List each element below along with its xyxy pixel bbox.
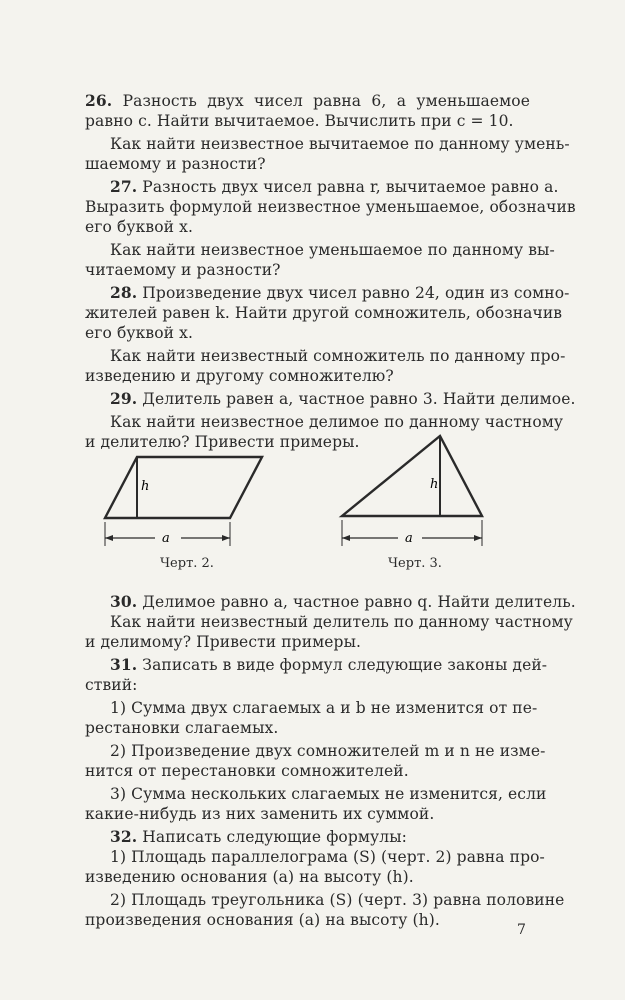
problem-27-line-2: Выразить формулой неизвестное уменьшаемое, обозначив (85, 198, 576, 216)
dim-arrow-left (105, 535, 113, 541)
dim-arrow-right (222, 535, 230, 541)
problem-31-item-1-line-1: 1) Сумма двух слагаемых a и b не изменится от пе- (110, 699, 538, 717)
problem-26-line-2: равно c. Найти вычитаемое. Вычислить при c = 10. (85, 112, 514, 130)
dim-arrow-left (342, 535, 350, 541)
problem-31-item-2-line-1: 2) Произведение двух сомножителей m и n не изме- (110, 742, 546, 760)
problem-30-line-3: и делимому? Привести примеры. (85, 633, 362, 651)
figure-2-parallelogram (95, 450, 275, 550)
problem-27-line-1: 27. Разность двух чисел равна r, вычитаемое равно a. (110, 177, 559, 196)
figure-3-caption: Черт. 3. (388, 556, 442, 571)
problem-31-line-1: 31. Записать в виде формул следующие законы дей- (110, 655, 548, 674)
page-number: 7 (517, 922, 526, 938)
problem-32-item-2-line-2: произведения основания (a) на высоту (h). (85, 911, 440, 929)
problem-28-line-1: 28. Произведение двух чисел равно 24, один из сомно- (110, 283, 570, 302)
problem-27-line-4: Как найти неизвестное уменьшаемое по данному вы- (110, 241, 555, 259)
problem-32-item-1-line-2: изведению основания (a) на высоту (h). (85, 868, 414, 886)
parallelogram-base-label: a (162, 531, 170, 546)
problem-29-line-1: 29. Делитель равен a, частное равно 3. Найти делимое. (110, 389, 576, 408)
problem-28-line-5: изведению и другому сомножителю? (85, 367, 394, 385)
problem-26-line-4: шаемому и разности? (85, 155, 266, 173)
problem-26-line-1: 26. Разность двух чисел равна 6, а уменьшаемое (85, 91, 530, 110)
problem-31-line-2: ствий: (85, 676, 138, 694)
problem-30-line-1: 30. Делимое равно a, частное равно q. Найти делитель. (110, 592, 576, 611)
parallelogram-height-label: h (141, 479, 150, 494)
problem-27-line-3: его буквой x. (85, 218, 193, 236)
problem-26-line-3: Как найти неизвестное вычитаемое по данному умень- (110, 135, 570, 153)
problem-28-line-4: Как найти неизвестный сомножитель по данному про- (110, 347, 566, 365)
problem-32-item-1-line-1: 1) Площадь параллелограма (S) (черт. 2) равна про- (110, 848, 545, 866)
problem-29-line-2: Как найти неизвестное делимое по данному частному (110, 413, 564, 431)
triangle-base-label: a (405, 531, 413, 546)
triangle-height-label: h (430, 477, 439, 492)
problem-31-item-3-line-1: 3) Сумма нескольких слагаемых не изменится, если (110, 785, 547, 803)
problem-30-line-2: Как найти неизвестный делитель по данному частному (110, 613, 573, 631)
problem-31-item-1-line-2: рестановки слагаемых. (85, 719, 279, 737)
problem-32-line-1: 32. Написать следующие формулы: (110, 827, 407, 846)
figure-3-triangle (330, 430, 495, 552)
problem-31-item-3-line-2: какие-нибудь из них заменить их суммой. (85, 805, 435, 823)
dim-arrow-right (474, 535, 482, 541)
problem-31-item-2-line-2: нится от перестановки сомножителей. (85, 762, 409, 780)
problem-32-item-2-line-1: 2) Площадь треугольника (S) (черт. 3) равна половине (110, 891, 565, 909)
problem-27-line-5: читаемому и разности? (85, 261, 281, 279)
triangle-shape (342, 436, 482, 516)
problem-28-line-2: жителей равен k. Найти другой сомножитель, обозначив (85, 304, 563, 322)
problem-29-line-3: и делителю? Привести примеры. (85, 433, 360, 451)
problem-28-line-3: его буквой x. (85, 324, 193, 342)
figure-2-caption: Черт. 2. (160, 556, 214, 571)
parallelogram-shape (105, 457, 262, 518)
